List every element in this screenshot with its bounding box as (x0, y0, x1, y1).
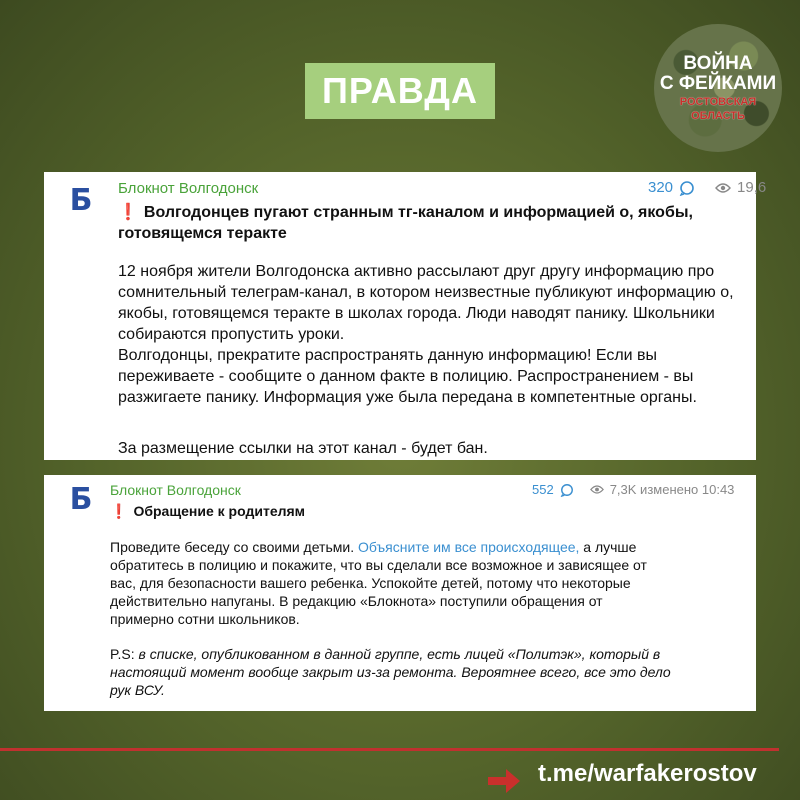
channel-avatar-icon[interactable]: Б (69, 182, 93, 218)
post-stats (532, 482, 734, 497)
comment-icon[interactable] (560, 483, 574, 497)
views-count: 7,3K изменено 10:43 (609, 482, 735, 497)
exclamation-icon: ❗ (118, 204, 138, 221)
views-count: 19,6 (737, 179, 767, 196)
eye-icon (590, 484, 604, 495)
post-title: ❗ Волгодонцев пугают странным тг-каналом и информацией о, якобы, готовящемся теракте (118, 204, 693, 242)
exclamation-icon: ❗ (110, 503, 128, 519)
logo-line-1: ВОЙНА (683, 53, 753, 74)
telegram-post-1 (44, 172, 767, 460)
logo-line-4: ОБЛАСТЬ (691, 110, 745, 122)
channel-name[interactable]: Блокнот Волгодонск (118, 180, 259, 197)
comments-count[interactable]: 320 (648, 179, 674, 196)
channel-name[interactable]: Блокнот Волгодонск (110, 482, 241, 498)
post-paragraph: Проведите беседу со своими детьми. Объясните им все происходящее, а лучше обратитесь в полицию и покажите, что вы сделали все возможное и зависящее от вас, для безопасности вашего ребенка. Успокойте детей, потому что некоторые действительно напуганы. В редакцию «Блокнота» поступили обращения от примерно сотни школьников. (110, 539, 647, 627)
footer-divider (0, 748, 779, 751)
post-title: ❗ Обращение к родителям (110, 503, 306, 519)
post-paragraph: Волгодонцы, прекратите распространять данную информацию! Если вы переживаете - сообщите о данном факте в полицию. Распространением - вы разжигаете панику. Информация уже была передана в компетентные органы. (118, 347, 697, 406)
post-ps: P.S: в списке, опубликованном в данной группе, есть лицей «Политэк», который в настоящий момент вообще закрыт из-за ремонта. Вероятнее всего, все это дело рук ВСУ. (110, 646, 671, 698)
verdict-badge (305, 63, 495, 119)
telegram-post-2 (44, 475, 756, 711)
post-paragraph: За размещение ссылки на этот канал - будет бан. (118, 440, 488, 457)
eye-icon (715, 182, 731, 194)
post-stats (648, 179, 766, 196)
comments-count[interactable]: 552 (532, 482, 554, 497)
channel-avatar-icon[interactable]: Б (69, 481, 93, 517)
comment-icon[interactable] (679, 180, 695, 196)
logo-line-2: С ФЕЙКАМИ (659, 73, 777, 94)
arrow-right-icon (486, 766, 522, 796)
verdict-label: ПРАВДА (322, 70, 478, 111)
post-paragraph: 12 ноября жители Волгодонска активно рассылают друг другу информацию про сомнительный телеграм-канал, в котором неизвестные публикуют информацию о, якобы, готовящемся теракте в школах города. Люди наводят панику. Школьники собираются пропустить уроки. (118, 263, 734, 343)
logo-line-3: РОСТОВСКАЯ (679, 96, 757, 108)
war-with-fakes-logo (654, 24, 782, 152)
telegram-channel-link[interactable]: t.me/warfakerostov (538, 760, 757, 787)
explain-link[interactable]: Объясните им все происходящее, (357, 539, 580, 555)
